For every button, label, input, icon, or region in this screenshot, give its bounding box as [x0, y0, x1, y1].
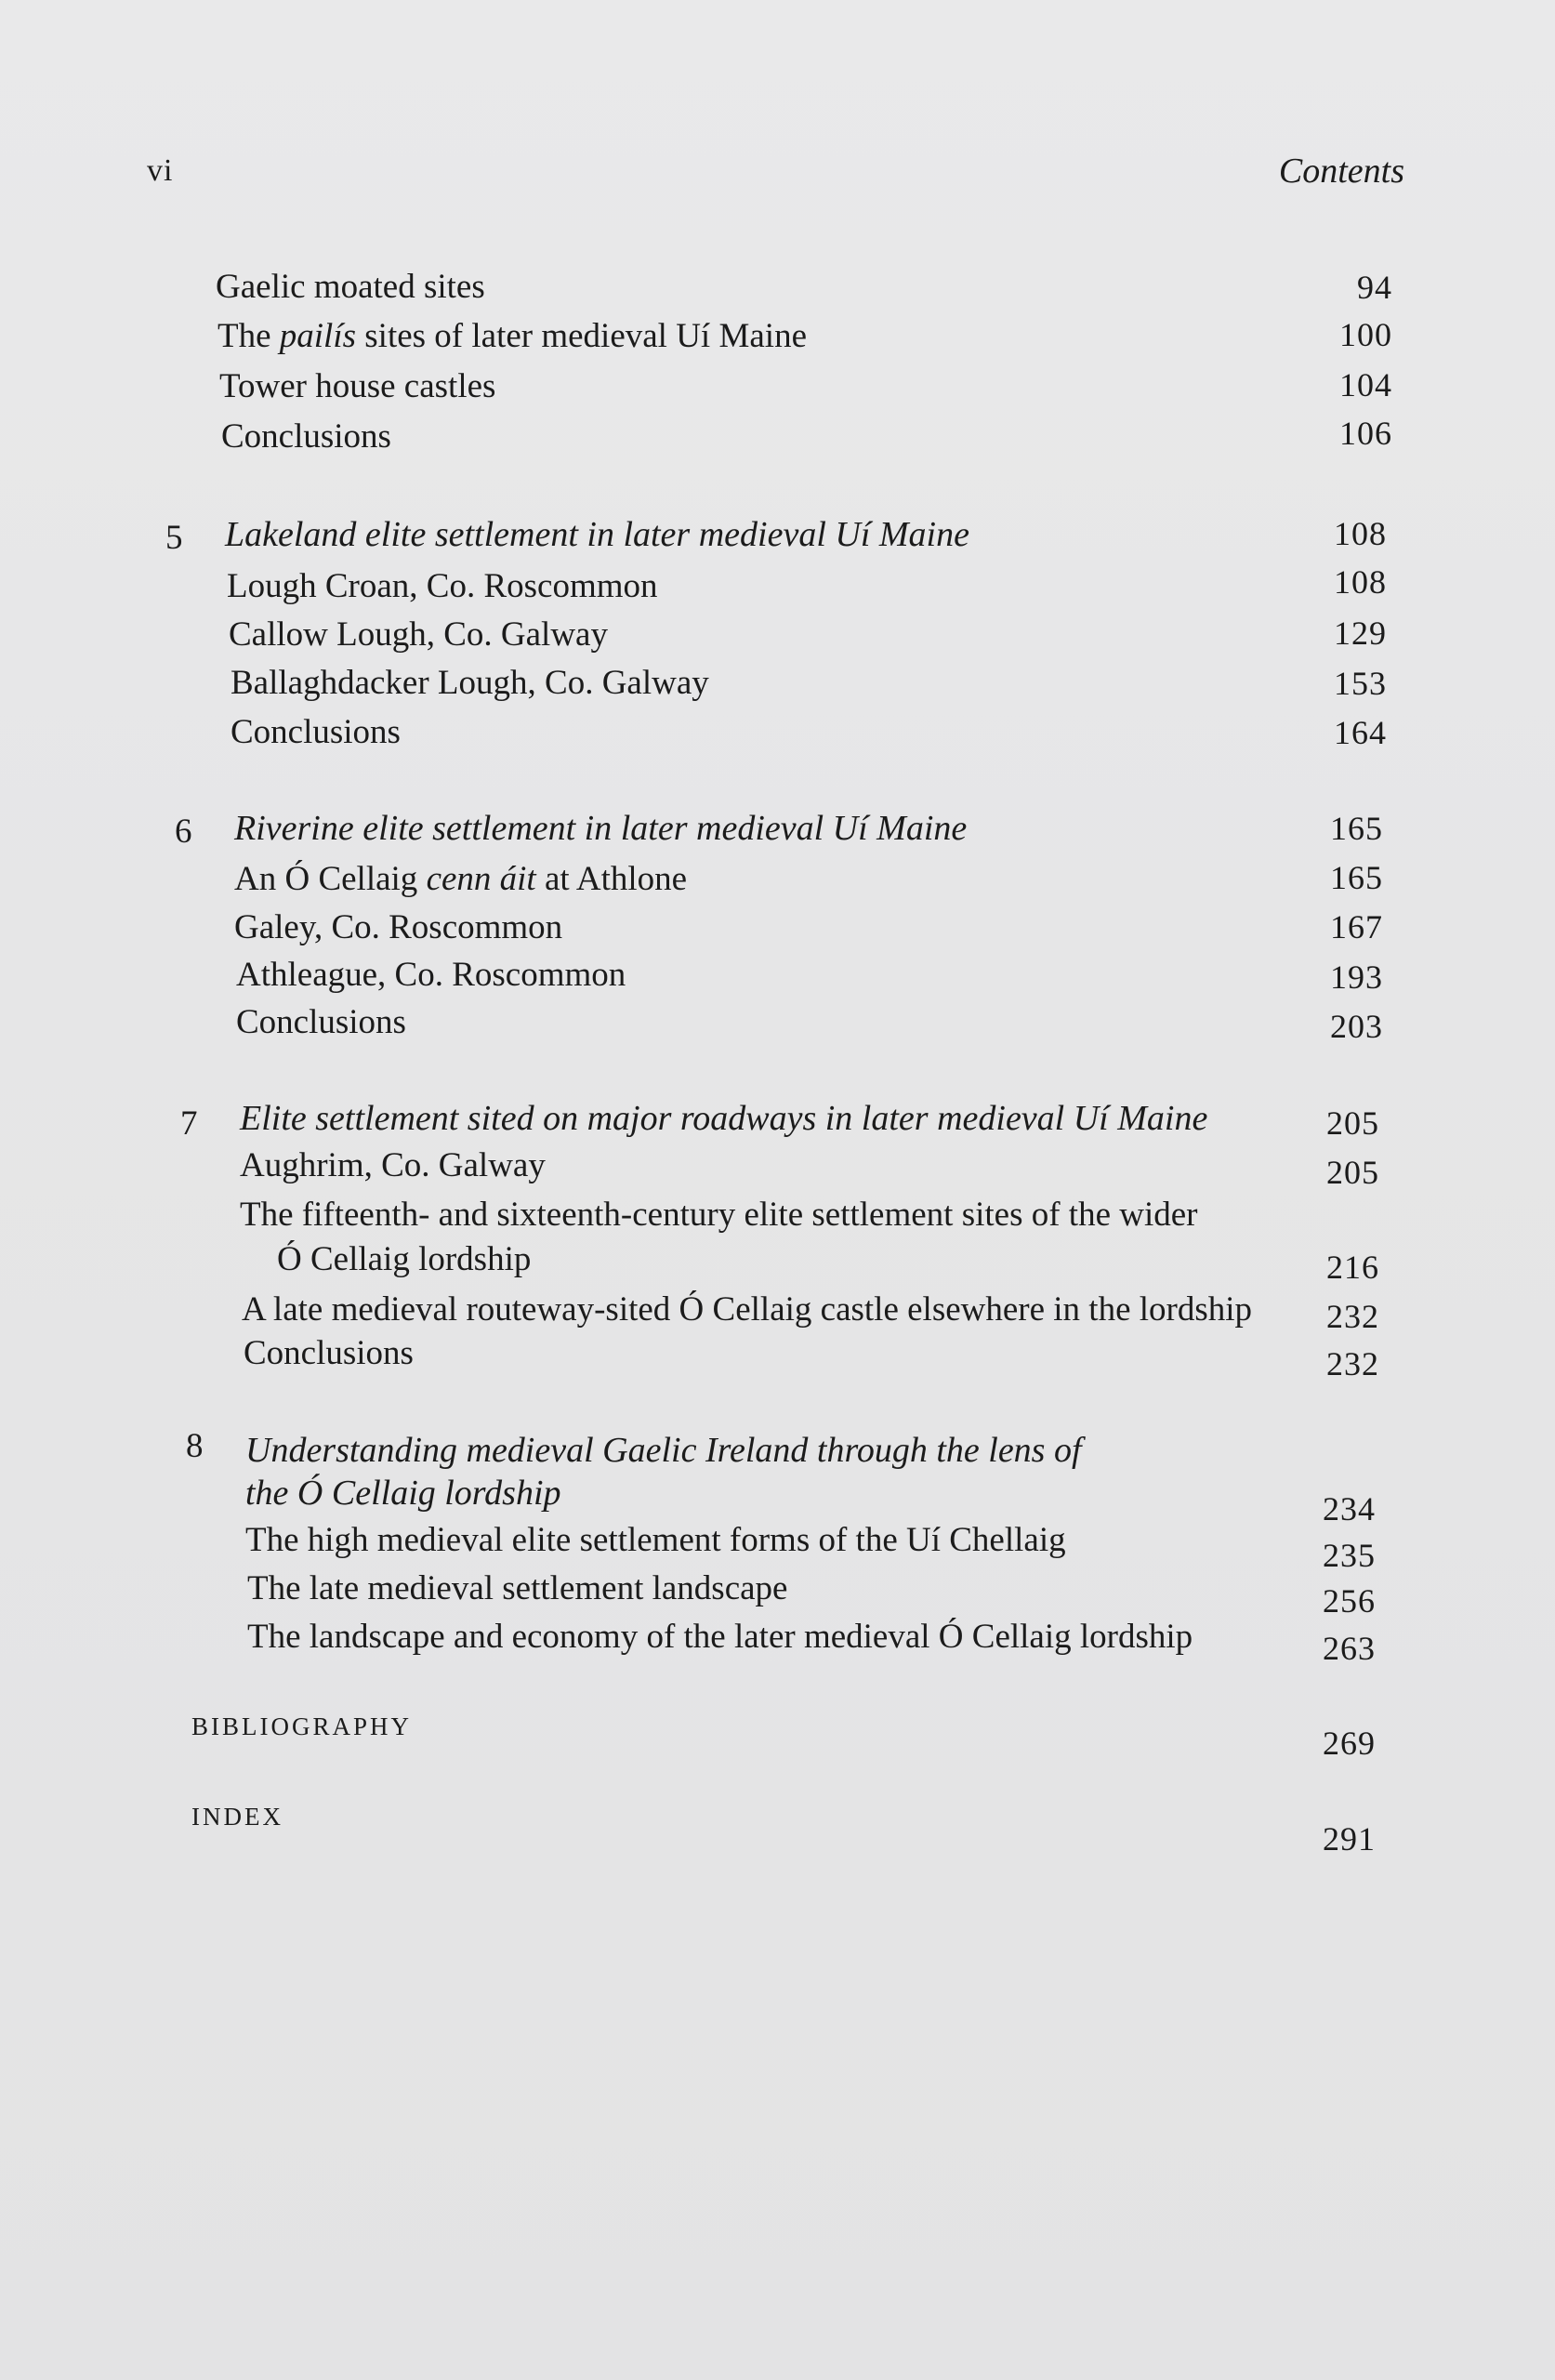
toc-entry-aughrim: Aughrim, Co. Galway	[240, 1146, 546, 1184]
toc-entry-conclusions: Conclusions	[236, 1003, 406, 1041]
toc-entry-fifteenth-century-sites: The fifteenth- and sixteenth-century elite settlement sites of the wider	[240, 1196, 1198, 1234]
toc-entry-athleague: Athleague, Co. Roscommon	[236, 956, 626, 994]
page-number: 256	[1323, 1582, 1376, 1620]
page-number: 291	[1323, 1820, 1376, 1858]
chapter-number: 7	[180, 1104, 198, 1143]
page-number: 94	[1357, 269, 1392, 306]
toc-entry-conclusions: Conclusions	[231, 713, 401, 751]
toc-entry-conclusions: Conclusions	[221, 417, 391, 456]
page-number: 235	[1323, 1537, 1376, 1574]
toc-entry-landscape-economy: The landscape and economy of the later medieval Ó Cellaig lordship	[247, 1618, 1193, 1656]
page-number: 269	[1323, 1725, 1376, 1762]
page-number: 106	[1339, 415, 1392, 452]
page-number: 234	[1323, 1490, 1376, 1527]
toc-entry-routeway-castle: A late medieval routeway-sited Ó Cellaig castle elsewhere in the lordship	[242, 1290, 1253, 1329]
toc-entry-lough-croan: Lough Croan, Co. Roscommon	[227, 567, 658, 605]
toc-entry-index: INDEX	[191, 1803, 283, 1831]
chapter-title-8: Understanding medieval Gaelic Ireland through the lens of	[245, 1431, 1082, 1470]
folio: vi	[147, 153, 174, 188]
toc-entry-late-medieval-landscape: The late medieval settlement landscape	[247, 1569, 788, 1607]
page-number: 193	[1330, 959, 1383, 996]
toc-entry-callow-lough: Callow Lough, Co. Galway	[229, 615, 608, 654]
toc-entry-pailis-sites: The pailís sites of later medieval Uí Maine	[217, 317, 807, 355]
page-number: 104	[1339, 366, 1392, 403]
toc-entry-conclusions: Conclusions	[244, 1334, 414, 1372]
toc-entry-cenn-ait: An Ó Cellaig cenn áit at Athlone	[234, 860, 688, 898]
toc-entry-ballaghdacker-lough: Ballaghdacker Lough, Co. Galway	[231, 664, 709, 702]
chapter-number: 8	[186, 1427, 204, 1465]
page-number: 165	[1330, 810, 1383, 847]
chapter-title-5: Lakeland elite settlement in later medieval Uí Maine	[225, 515, 969, 554]
toc-entry-bibliography: BIBLIOGRAPHY	[191, 1712, 413, 1740]
page-number: 263	[1323, 1630, 1376, 1667]
page-number: 153	[1334, 665, 1387, 702]
page-number: 129	[1334, 615, 1387, 652]
toc-entry-fifteenth-century-sites-cont: Ó Cellaig lordship	[277, 1240, 532, 1278]
toc-entry-high-medieval-forms: The high medieval elite settlement forms of the Uí Chellaig	[245, 1521, 1066, 1559]
chapter-title-6: Riverine elite settlement in later medieval Uí Maine	[234, 809, 968, 848]
toc-entry-tower-house-castles: Tower house castles	[219, 367, 496, 405]
page-number: 205	[1326, 1154, 1379, 1191]
page-number: 203	[1330, 1008, 1383, 1045]
page-number: 232	[1326, 1298, 1379, 1335]
chapter-number: 5	[165, 519, 183, 557]
page-number: 164	[1334, 714, 1387, 751]
toc-entry-gaelic-moated-sites: Gaelic moated sites	[216, 268, 485, 306]
chapter-title-7: Elite settlement sited on major roadways in later medieval Uí Maine	[240, 1099, 1208, 1138]
chapter-title-8-cont: the Ó Cellaig lordship	[245, 1474, 561, 1513]
page-number: 165	[1330, 859, 1383, 896]
page-number: 232	[1326, 1345, 1379, 1382]
toc-entry-galey: Galey, Co. Roscommon	[234, 908, 563, 946]
page-number: 167	[1330, 908, 1383, 945]
chapter-number: 6	[175, 813, 192, 851]
page-number: 205	[1326, 1104, 1379, 1142]
page-number: 108	[1334, 515, 1387, 552]
page-number: 100	[1339, 316, 1392, 353]
running-head-title: Contents	[1278, 152, 1404, 191]
page-number: 216	[1326, 1249, 1379, 1286]
page-number: 108	[1334, 563, 1387, 601]
